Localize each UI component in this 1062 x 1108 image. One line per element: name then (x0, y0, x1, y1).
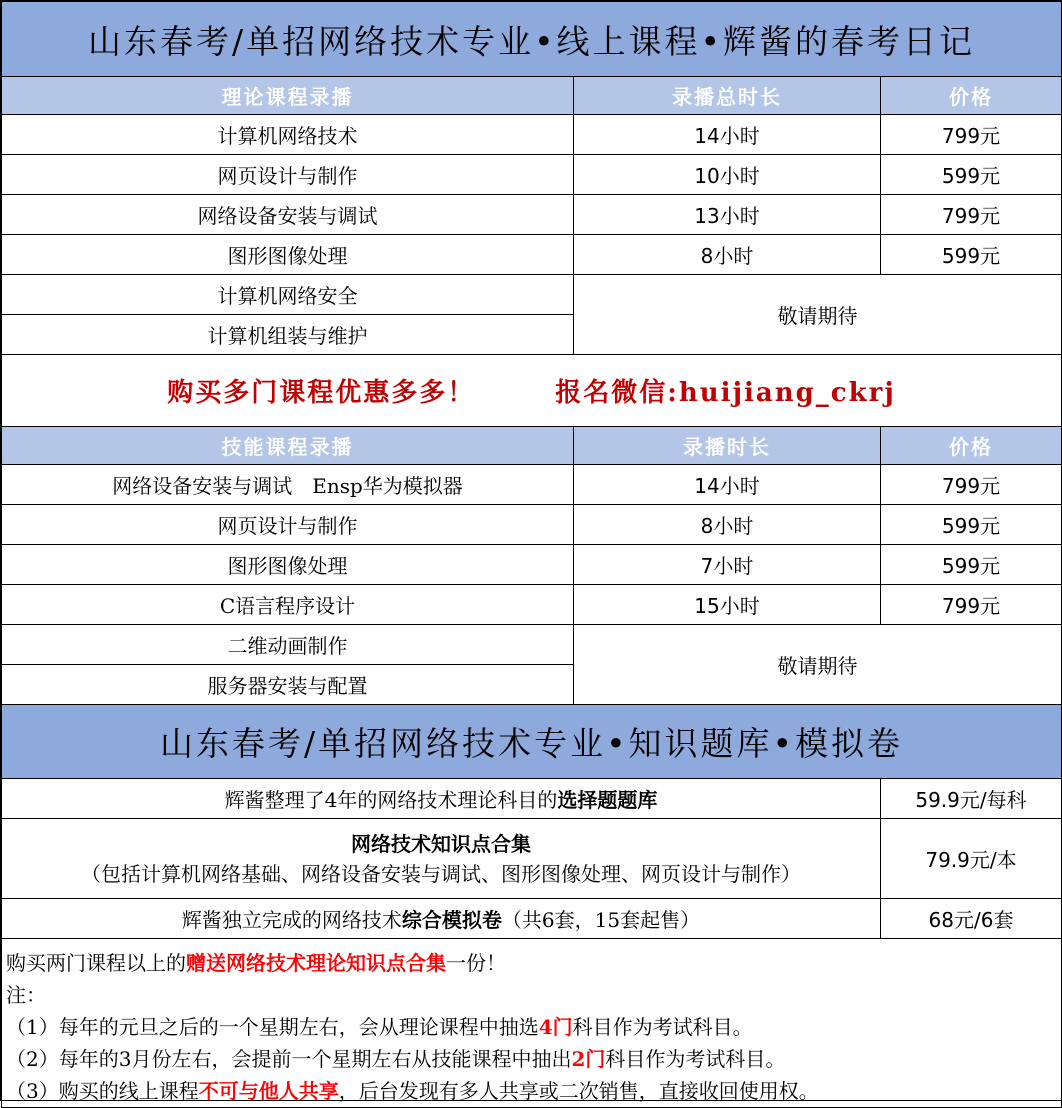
table-row (2, 779, 1062, 819)
course-name: 计算机网络安全 (2, 275, 574, 315)
promo-row (2, 355, 1062, 427)
notes-block (2, 939, 1062, 1108)
course-hours: 8小时 (574, 505, 881, 545)
bank-item-bold: 网络技术知识点合集 (351, 831, 531, 856)
bank-item-price: 68元/6套 (881, 899, 1062, 939)
course-price: 799元 (881, 585, 1062, 625)
note-2-prefix: （2）每年的3月份左右，会提前一个星期左右从技能课程中抽出 (6, 1047, 572, 1071)
note-3-prefix: （3）购买的线上课程 (6, 1079, 199, 1103)
course-price: 799元 (881, 465, 1062, 505)
table-row (2, 899, 1062, 939)
course-price: 599元 (881, 505, 1062, 545)
bank-item-bold: 选择题题库 (557, 788, 658, 812)
table-row (2, 819, 1062, 899)
bank-item-suffix: （共6套，15套起售） (501, 908, 701, 932)
note-1-suffix: 科目作为考试科目。 (572, 1015, 753, 1039)
note-2-highlight: 2门 (571, 1047, 606, 1071)
gift-note (6, 947, 1061, 979)
course-name: 图形图像处理 (2, 235, 574, 275)
skills-header-row (2, 427, 1062, 465)
course-name: 网页设计与制作 (2, 505, 574, 545)
bank-item-sub: （包括计算机网络基础、网络设备安装与调试、图形图像处理、网页设计与制作） (81, 861, 801, 886)
gift-note-highlight: 赠送网络技术理论知识点合集 (186, 951, 446, 975)
skills-col-course: 技能课程录播 (2, 427, 574, 465)
course-hours: 8小时 (574, 235, 881, 275)
table-row (2, 625, 1062, 665)
course-name: 计算机组装与维护 (2, 315, 574, 355)
table-row (2, 195, 1062, 235)
note-3-highlight: 不可与他人共享 (198, 1079, 339, 1103)
promo-wechat-text: 报名微信:huijiang_ckrj (555, 378, 896, 408)
coming-soon-note: 敬请期待 (574, 275, 1062, 355)
coming-soon-note: 敬请期待 (574, 625, 1062, 705)
skills-col-hours: 录播时长 (574, 427, 881, 465)
table-row (2, 465, 1062, 505)
bank-item-price: 79.9元/本 (881, 819, 1062, 899)
note-1-highlight: 4门 (538, 1015, 573, 1039)
table-row (2, 115, 1062, 155)
course-name: 图形图像处理 (2, 545, 574, 585)
course-name: 二维动画制作 (2, 625, 574, 665)
course-price: 599元 (881, 545, 1062, 585)
notes-label: 注： (6, 983, 46, 1007)
theory-header-row (2, 77, 1062, 115)
gift-note-suffix: 一份！ (446, 951, 506, 975)
table-row (2, 155, 1062, 195)
course-name: 计算机网络技术 (2, 115, 574, 155)
course-price-table (1, 1, 1062, 1108)
course-name: 网络设备安装与调试 (2, 195, 574, 235)
note-2 (6, 1043, 1061, 1075)
note-3-suffix: ，后台发现有多人共享或二次销售，直接收回使用权。 (338, 1079, 819, 1103)
note-1-prefix: （1）每年的元旦之后的一个星期左右，会从理论课程中抽选 (6, 1015, 539, 1039)
bank-item-prefix: 辉酱独立完成的网络技术 (181, 908, 402, 932)
notes-row (2, 939, 1062, 1108)
course-name: C语言程序设计 (2, 585, 574, 625)
course-price: 599元 (881, 155, 1062, 195)
skills-col-price: 价格 (881, 427, 1062, 465)
course-hours: 15小时 (574, 585, 881, 625)
promo-discount-text: 购买多门课程优惠多多！ (167, 378, 476, 408)
course-name: 服务器安装与配置 (2, 665, 574, 705)
gift-note-prefix: 购买两门课程以上的 (6, 951, 186, 975)
theory-col-course: 理论课程录播 (2, 77, 574, 115)
bank-item-bold: 综合模拟卷 (401, 908, 502, 932)
course-hours: 14小时 (574, 115, 881, 155)
table-row (2, 585, 1062, 625)
bank-item-desc (2, 779, 881, 819)
theory-col-price: 价格 (881, 77, 1062, 115)
note-1 (6, 1011, 1061, 1043)
bank-item-price: 59.9元/每科 (881, 779, 1062, 819)
table-row (2, 275, 1062, 315)
table-row (2, 545, 1062, 585)
page-title: 山东春考/单招网络技术专业•线上课程•辉酱的春考日记 (2, 2, 1062, 77)
bank-item-desc (2, 819, 881, 899)
bank-item-prefix: 辉酱整理了4年的网络技术理论科目的 (224, 788, 558, 812)
course-price: 799元 (881, 115, 1062, 155)
course-hours: 14小时 (574, 465, 881, 505)
course-name: 网页设计与制作 (2, 155, 574, 195)
course-name: 网络设备安装与调试 Ensp华为模拟器 (2, 465, 574, 505)
course-hours: 13小时 (574, 195, 881, 235)
table-row (2, 235, 1062, 275)
note-2-suffix: 科目作为考试科目。 (605, 1047, 786, 1071)
course-hours: 10小时 (574, 155, 881, 195)
promo-banner (2, 355, 1062, 427)
note-3 (6, 1075, 1061, 1107)
course-price: 599元 (881, 235, 1062, 275)
table-row (2, 505, 1062, 545)
question-bank-title: 山东春考/单招网络技术专业•知识题库•模拟卷 (2, 705, 1062, 779)
course-price: 799元 (881, 195, 1062, 235)
bank-item-desc (2, 899, 881, 939)
course-hours: 7小时 (574, 545, 881, 585)
theory-col-hours: 录播总时长 (574, 77, 881, 115)
